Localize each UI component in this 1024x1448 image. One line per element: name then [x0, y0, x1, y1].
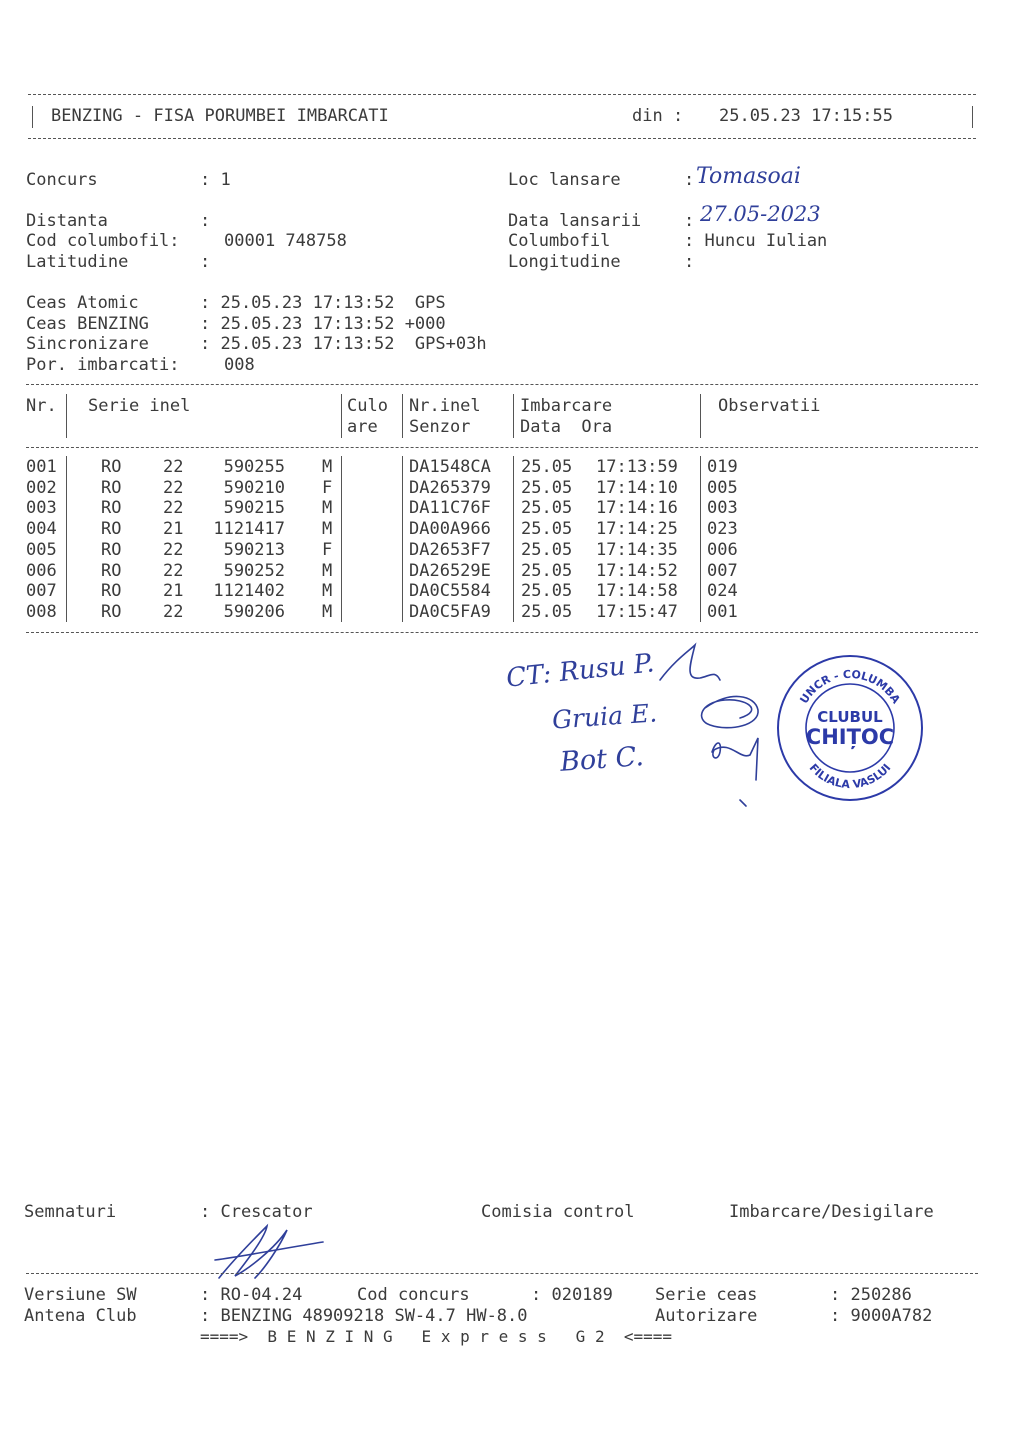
cell-tara: RO: [101, 498, 122, 518]
body-sep-imbarcare: [700, 456, 701, 622]
cell-nr: 002: [26, 478, 57, 498]
cell-data: 25.05: [521, 519, 573, 539]
stamp-center-2: CHIȚOC: [805, 725, 895, 749]
cell-data: 25.05: [521, 602, 573, 622]
cell-ora: 17:14:35: [596, 540, 678, 560]
concurs-value: : 1: [200, 170, 231, 190]
cell-an: 22: [163, 540, 184, 560]
th-imbarcare-1: Imbarcare: [520, 396, 613, 416]
stamp-top-arc: UNCR - COLUMBA: [797, 667, 903, 706]
table-row: [24, 519, 738, 539]
cod-concurs-value: : 020189: [531, 1285, 613, 1305]
por-imbarcati-label: Por. imbarcati:: [26, 355, 180, 375]
cell-inel: 1121417: [213, 519, 285, 539]
cell-an: 21: [163, 519, 184, 539]
table-header-rule: [26, 447, 978, 448]
body-sep-culoare: [402, 456, 403, 622]
cell-senzor: DA26529E: [409, 561, 491, 581]
table-bottom-rule: [26, 632, 978, 633]
imbarcare-label: Imbarcare/Desigilare: [729, 1202, 934, 1222]
cell-ora: 17:14:10: [596, 478, 678, 498]
semnaturi-label: Semnaturi: [24, 1202, 117, 1222]
cell-an: 21: [163, 581, 184, 601]
versiune-value: : RO-04.24: [200, 1285, 303, 1305]
cell-senzor: DA0C5584: [409, 581, 491, 601]
cell-obs: 006: [707, 540, 738, 560]
loc-lansare-label: Loc lansare: [508, 170, 621, 190]
header-left-border: [32, 106, 33, 128]
cell-nr: 004: [26, 519, 57, 539]
cell-an: 22: [163, 478, 184, 498]
cell-senzor: DA11C76F: [409, 498, 491, 518]
header-din-label: din :: [632, 106, 684, 126]
header-din-value: 25.05.23 17:15:55: [719, 106, 893, 126]
longitudine-value: :: [684, 252, 695, 272]
cell-senzor: DA2653F7: [409, 540, 491, 560]
distanta-value: :: [200, 211, 211, 231]
col-sep-nr: [66, 394, 67, 438]
stamp-bottom-arc: FILIALA VASLUI: [806, 761, 894, 792]
cell-sex: F: [322, 540, 333, 560]
header-right-border: [972, 106, 973, 128]
cell-sex: F: [322, 478, 333, 498]
cell-tara: RO: [101, 581, 122, 601]
cell-an: 22: [163, 602, 184, 622]
cell-ora: 17:14:16: [596, 498, 678, 518]
longitudine-label: Longitudine: [508, 252, 621, 272]
handwritten-line-1: CT: Rusu P.: [504, 648, 656, 694]
autorizare-label: Autorizare: [655, 1306, 758, 1326]
stamp-bottom-text: [807, 761, 894, 791]
sincronizare-label: Sincronizare: [26, 334, 149, 354]
columbofil-label: Columbofil: [508, 231, 611, 251]
cell-nr: 008: [26, 602, 57, 622]
cell-ora: 17:14:58: [596, 581, 678, 601]
cod-columbofil-value: 00001 748758: [224, 231, 347, 251]
comisia-label: Comisia control: [481, 1202, 635, 1222]
th-imbarcare-2: Data Ora: [520, 417, 613, 437]
table-row: [24, 478, 738, 498]
cell-sex: M: [322, 561, 333, 581]
cell-senzor: DA1548CA: [409, 457, 491, 477]
cod-columbofil-label: Cod columbofil:: [26, 231, 180, 251]
signature-stroke: [740, 800, 746, 806]
cell-obs: 023: [707, 519, 738, 539]
crescator-signature: [205, 1218, 335, 1288]
header-bottom-rule: [28, 138, 976, 139]
ceas-atomic-value: : 25.05.23 17:13:52 GPS: [200, 293, 446, 313]
handwritten-line-2: Gruia E.: [551, 698, 658, 735]
cell-senzor: DA0C5FA9: [409, 602, 491, 622]
col-sep-imbarcare: [700, 394, 701, 438]
data-lansarii-label: Data lansarii: [508, 211, 642, 231]
commission-signature-marks: [660, 645, 758, 806]
cell-an: 22: [163, 498, 184, 518]
cell-inel: 590255: [223, 457, 285, 477]
crescator-signature-marks: [215, 1226, 323, 1278]
body-sep-serie: [341, 456, 342, 622]
concurs-label: Concurs: [26, 170, 98, 190]
cell-an: 22: [163, 561, 184, 581]
stamp-top-text: [797, 668, 903, 707]
table-row: [24, 581, 738, 601]
cell-inel: 590215: [223, 498, 285, 518]
por-imbarcati-value: 008: [224, 355, 255, 375]
commission-signatures: [640, 640, 780, 810]
cell-ora: 17:15:47: [596, 602, 678, 622]
antena-label: Antena Club: [24, 1306, 137, 1326]
cell-data: 25.05: [521, 498, 573, 518]
body-sep-nrinel: [513, 456, 514, 622]
col-sep-nrinel: [513, 394, 514, 438]
signature-stroke: [215, 1242, 323, 1260]
cell-senzor: DA00A966: [409, 519, 491, 539]
cell-obs: 024: [707, 581, 738, 601]
serie-ceas-label: Serie ceas: [655, 1285, 758, 1305]
signature-stroke: [702, 696, 759, 727]
loc-lansare-colon: :: [684, 170, 695, 190]
th-culoare-2: are: [347, 417, 378, 437]
cell-data: 25.05: [521, 561, 573, 581]
sincronizare-value: : 25.05.23 17:13:52 GPS+03h: [200, 334, 487, 354]
cell-tara: RO: [101, 602, 122, 622]
cell-sex: M: [322, 519, 333, 539]
th-serie: Serie inel: [88, 396, 191, 416]
autorizare-value: : 9000A782: [830, 1306, 933, 1326]
cell-tara: RO: [101, 478, 122, 498]
table-row: [24, 540, 738, 560]
cell-nr: 001: [26, 457, 57, 477]
cell-senzor: DA265379: [409, 478, 491, 498]
th-observatii: Observatii: [718, 396, 821, 416]
serie-ceas-value: : 250286: [830, 1285, 912, 1305]
th-nr: Nr.: [26, 396, 57, 416]
table-row: [24, 498, 738, 518]
cell-nr: 007: [26, 581, 57, 601]
latitudine-label: Latitudine: [26, 252, 129, 272]
cell-inel: 1121402: [213, 581, 285, 601]
col-sep-serie: [341, 394, 342, 438]
cell-ora: 17:13:59: [596, 457, 678, 477]
cell-data: 25.05: [521, 581, 573, 601]
ceas-atomic-label: Ceas Atomic: [26, 293, 139, 313]
cell-sex: M: [322, 581, 333, 601]
cell-nr: 006: [26, 561, 57, 581]
versiune-label: Versiune SW: [24, 1285, 137, 1305]
cell-tara: RO: [101, 457, 122, 477]
data-lansarii-colon: :: [684, 211, 695, 231]
cell-an: 22: [163, 457, 184, 477]
cell-tara: RO: [101, 519, 122, 539]
table-row: [24, 602, 738, 622]
cell-obs: 019: [707, 457, 738, 477]
col-sep-culoare: [402, 394, 403, 438]
th-nrinel-1: Nr.inel: [409, 396, 481, 416]
footer-banner: ====> B E N Z I N G E x p r e s s G 2 <====: [200, 1327, 673, 1346]
cell-obs: 005: [707, 478, 738, 498]
cell-ora: 17:14:52: [596, 561, 678, 581]
cell-nr: 003: [26, 498, 57, 518]
cell-data: 25.05: [521, 478, 573, 498]
th-nrinel-2: Senzor: [409, 417, 471, 437]
footer-top-rule: [26, 1273, 978, 1274]
cell-data: 25.05: [521, 540, 573, 560]
cell-sex: M: [322, 457, 333, 477]
ceas-benzing-label: Ceas BENZING: [26, 314, 149, 334]
signature-stroke: [219, 1226, 287, 1278]
cell-sex: M: [322, 498, 333, 518]
crescator-label: : Crescator: [200, 1202, 313, 1222]
cell-obs: 007: [707, 561, 738, 581]
antena-value: : BENZING 48909218 SW-4.7 HW-8.0: [200, 1306, 528, 1326]
data-lansarii-value: 27.05-2023: [700, 202, 821, 226]
stamp-center-1: CLUBUL: [817, 708, 883, 726]
cell-inel: 590252: [223, 561, 285, 581]
cell-data: 25.05: [521, 457, 573, 477]
loc-lansare-value: Tomasoai: [696, 164, 801, 189]
latitudine-value: :: [200, 252, 211, 272]
cell-inel: 590210: [223, 478, 285, 498]
distanta-label: Distanta: [26, 211, 108, 231]
cell-tara: RO: [101, 540, 122, 560]
club-stamp: [772, 650, 928, 806]
ceas-benzing-value: : 25.05.23 17:13:52 +000: [200, 314, 446, 334]
table-row: [24, 561, 738, 581]
header-title: BENZING - FISA PORUMBEI IMBARCATI: [51, 106, 389, 126]
signature-stroke: [712, 738, 758, 780]
cell-inel: 590206: [223, 602, 285, 622]
cell-ora: 17:14:25: [596, 519, 678, 539]
cell-tara: RO: [101, 561, 122, 581]
cell-obs: 001: [707, 602, 738, 622]
columbofil-value: : Huncu Iulian: [684, 231, 828, 251]
cell-obs: 003: [707, 498, 738, 518]
cell-inel: 590213: [223, 540, 285, 560]
cell-sex: M: [322, 602, 333, 622]
handwritten-line-3: Bot C.: [559, 741, 645, 778]
th-culoare-1: Culo: [347, 396, 388, 416]
signature-stroke: [660, 645, 720, 680]
table-top-rule: [26, 384, 978, 385]
header-top-rule: [28, 94, 976, 95]
cell-nr: 005: [26, 540, 57, 560]
table-row: [24, 457, 738, 477]
cod-concurs-label: Cod concurs: [357, 1285, 470, 1305]
